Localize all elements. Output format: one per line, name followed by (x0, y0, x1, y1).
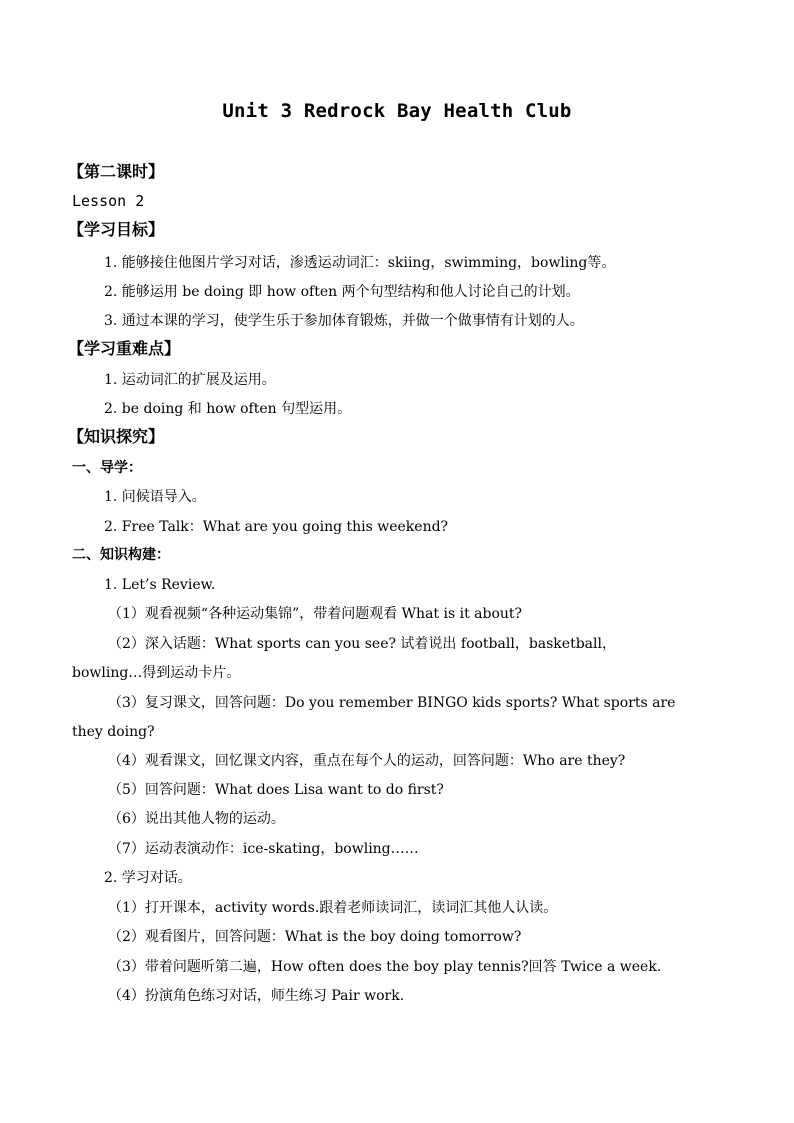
guide-item: 2. Free Talk：What are you going this weekend? (104, 519, 449, 535)
construction-substep: （3）复习课文，回答问题：Do you remember BINGO kids sports? What sports are (108, 695, 676, 711)
section-heading-objectives: 【学习目标】 (68, 220, 165, 239)
guide-item: 1. 问候语导入。 (104, 489, 206, 505)
construction-substep: （4）扮演角色练习对话，师生练习 Pair work. (108, 988, 405, 1004)
key-point-item: 2. be doing 和 how often 句型运用。 (104, 401, 352, 417)
construction-substep: （1）打开课本，activity words.跟着老师读词汇，读词汇其他人认读。 (108, 900, 558, 916)
construction-substep-continued: they doing? (72, 724, 155, 740)
objective-item: 2. 能够运用 be doing 即 how often 两个句型结构和他人讨论自己的计划。 (104, 284, 580, 300)
section-heading-key-points: 【学习重难点】 (68, 339, 181, 358)
key-point-item: 1. 运动词汇的扩展及运用。 (104, 372, 276, 388)
section-heading-exploration: 【知识探究】 (68, 427, 165, 446)
section-heading-lesson-period: 【第二课时】 (68, 162, 165, 181)
objective-item: 3. 通过本课的学习，使学生乐于参加体育锻炼，并做一个做事情有计划的人。 (104, 313, 584, 329)
construction-substep: （4）观看课文，回忆课文内容，重点在每个人的运动，回答问题：Who are they? (108, 753, 626, 769)
objective-item: 1. 能够接住他图片学习对话，渗透运动词汇：skiing，swimming，bowling等。 (104, 255, 616, 271)
subsection-heading-construction: 二、知识构建： (72, 547, 170, 563)
construction-step: 2. 学习对话。 (104, 870, 192, 886)
construction-substep: （2）观看图片，回答问题：What is the boy doing tomorrow? (108, 929, 522, 945)
construction-substep: （2）深入话题：What sports can you see? 试着说出 football，basketball， (108, 636, 616, 652)
document-title: Unit 3 Redrock Bay Health Club (222, 100, 572, 122)
construction-step: 1. Let’s Review. (104, 577, 216, 593)
construction-substep: （1）观看视频“各种运动集锦”，带着问题观看 What is it about? (108, 606, 523, 622)
construction-substep: （7）运动表演动作：ice-skating，bowling…… (108, 841, 419, 857)
construction-substep-continued: bowling…得到运动卡片。 (72, 665, 241, 681)
construction-substep: （5）回答问题：What does Lisa want to do first? (108, 782, 444, 798)
lesson-label: Lesson 2 (72, 192, 145, 210)
construction-substep: （6）说出其他人物的运动。 (108, 811, 285, 827)
subsection-heading-guide: 一、导学： (72, 460, 142, 476)
construction-substep: （3）带着问题听第二遍，How often does the boy play tennis?回答 Twice a week. (108, 959, 662, 975)
